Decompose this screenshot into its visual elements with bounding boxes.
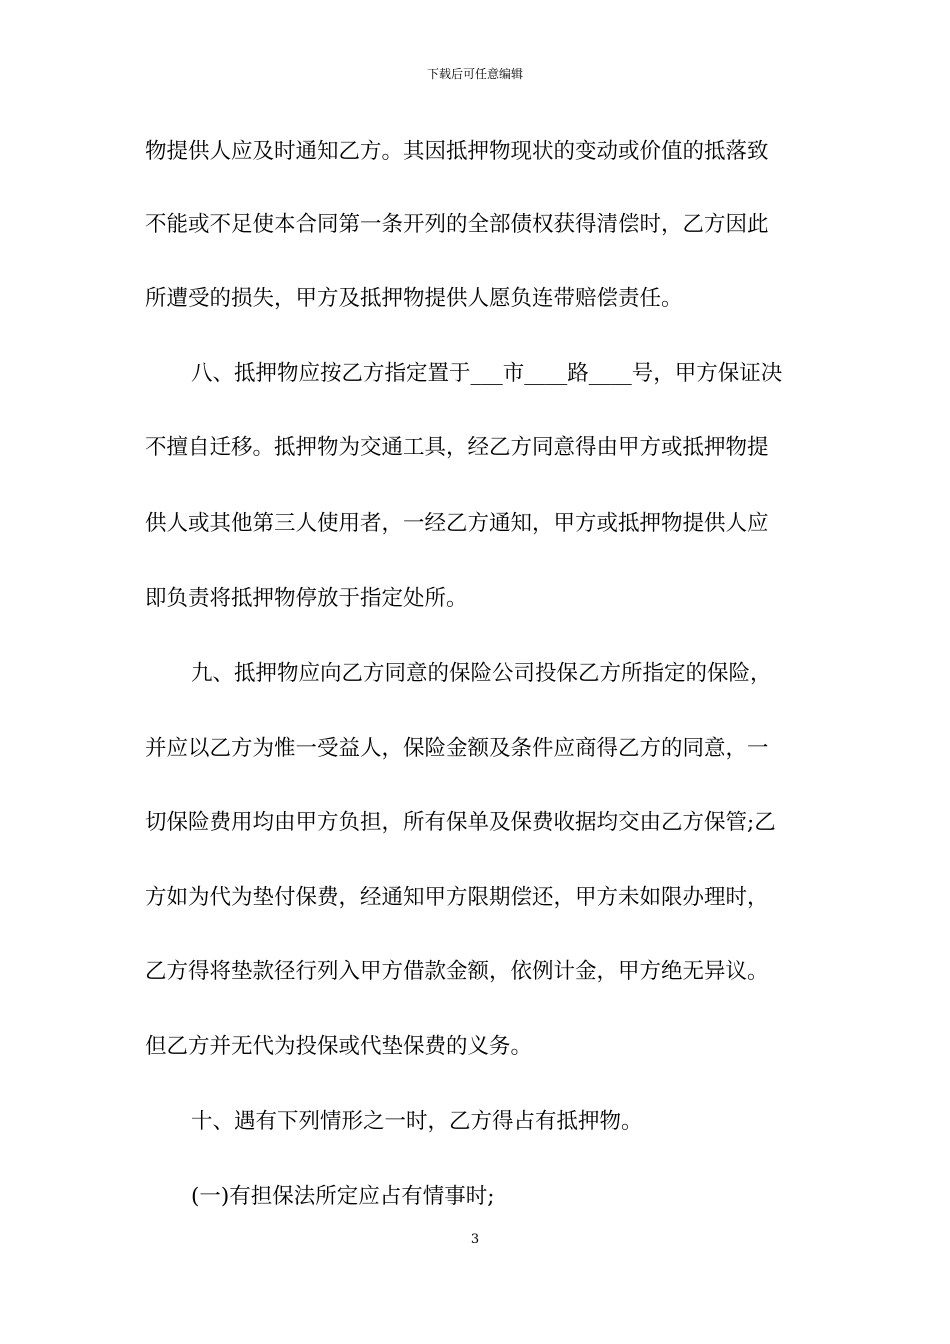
text-line: 十、遇有下列情形之一时，乙方得占有抵押物。 [191,1109,643,1134]
text-line: 不擅自迁移。抵押物为交通工具，经乙方同意得由甲方或抵押物提 [145,435,769,460]
page-number: 3 [470,1232,480,1247]
text-line: 并应以乙方为惟一受益人，保险金额及条件应商得乙方的同意，一 [145,736,769,761]
page-header: 下载后可任意编辑 [426,67,523,81]
text-line: 方如为代为垫付保费，经通知甲方限期偿还，甲方未如限办理时， [145,885,769,910]
text-line: 切保险费用均由甲方负担，所有保单及保费收据均交由乙方保管;乙 [145,810,776,835]
text-line: 所遭受的损失，甲方及抵押物提供人愿负连带赔偿责任。 [145,286,683,311]
text-line: 物提供人应及时通知乙方。其因抵押物现状的变动或价值的抵落致 [145,139,769,164]
text-line: (一)有担保法所定应占有情事时; [191,1184,495,1209]
text-line: 乙方得将垫款径行列入甲方借款金额，依例计金，甲方绝无异议。 [145,959,769,984]
text-line: 不能或不足使本合同第一条开列的全部债权获得清偿时，乙方因此 [145,212,769,237]
text-line: 八、抵押物应按乙方指定置于___市____路____号，甲方保证决 [191,361,783,386]
text-line: 但乙方并无代为投保或代垫保费的义务。 [145,1034,533,1059]
text-line: 供人或其他第三人使用者，一经乙方通知，甲方或抵押物提供人应 [145,511,769,536]
text-line: 即负责将抵押物停放于指定处所。 [145,586,468,611]
text-line: 九、抵押物应向乙方同意的保险公司投保乙方所指定的保险， [191,661,772,686]
